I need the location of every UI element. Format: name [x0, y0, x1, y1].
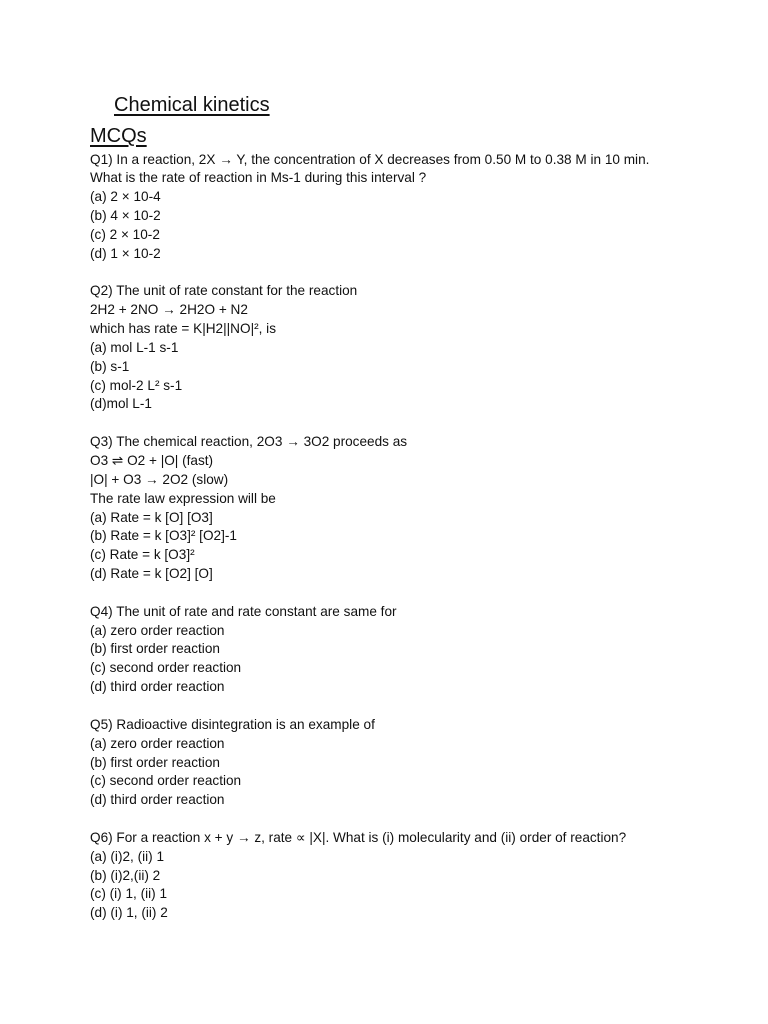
question-1 [90, 151, 750, 264]
question-5-option-a: (a) zero order reaction [90, 735, 225, 751]
question-3-prompt: The rate law expression will be [90, 490, 276, 506]
question-6-option-b: (b) (i)2,(ii) 2 [90, 867, 161, 883]
question-list [90, 151, 750, 942]
question-6-option-a: (a) (i)2, (ii) 1 [90, 848, 165, 864]
question-2-rate-expression: which has rate = K|H2||NO|², is [90, 321, 276, 337]
question-3 [90, 433, 750, 584]
question-3-option-d: (d) Rate = k [O2] [O] [90, 566, 213, 582]
question-3-stem: Q3) The chemical reaction, 2O3 → 3O2 proceeds as [90, 434, 408, 450]
question-3-option-b: (b) Rate = k [O3]² [O2]-1 [90, 528, 237, 544]
question-2-option-c: (c) mol-2 L² s-1 [90, 377, 183, 393]
question-2-stem: Q2) The unit of rate constant for the reaction [90, 283, 358, 299]
question-3-step-fast: O3 ⇌ O2 + |O| (fast) [90, 453, 214, 468]
question-4-stem: Q4) The unit of rate and rate constant are same for [90, 603, 397, 619]
question-6-option-d: (d) (i) 1, (ii) 2 [90, 905, 168, 921]
question-5-option-b: (b) first order reaction [90, 754, 220, 770]
document-title: Chemical kinetics [114, 94, 270, 116]
question-1-option-a: (a) 2 × 10-4 [90, 189, 161, 205]
question-4-option-c: (c) second order reaction [90, 660, 242, 676]
question-1-option-d: (d) 1 × 10-2 [90, 245, 161, 261]
question-4-option-a: (a) zero order reaction [90, 622, 225, 638]
question-2 [90, 282, 750, 414]
question-2-option-b: (b) s-1 [90, 358, 130, 374]
question-2-option-d: (d)mol L-1 [90, 396, 152, 412]
question-5-stem: Q5) Radioactive disintegration is an example of [90, 716, 375, 732]
question-4 [90, 603, 750, 697]
question-1-stem-continued: What is the rate of reaction in Ms-1 during this interval ? [90, 170, 427, 186]
question-1-option-c: (c) 2 × 10-2 [90, 226, 160, 242]
question-6 [90, 829, 750, 923]
question-5-option-d: (d) third order reaction [90, 792, 225, 808]
question-4-option-b: (b) first order reaction [90, 641, 220, 657]
question-2-equation: 2H2 + 2NO → 2H2O + N2 [90, 302, 248, 318]
question-5-option-c: (c) second order reaction [90, 773, 242, 789]
question-6-stem: Q6) For a reaction x + y → z, rate ∝ |X|. What is (i) molecularity and (ii) order of reaction? [90, 829, 627, 845]
question-5 [90, 716, 750, 810]
document-subtitle: MCQs [90, 125, 147, 147]
question-4-option-d: (d) third order reaction [90, 679, 225, 695]
question-1-option-b: (b) 4 × 10-2 [90, 208, 161, 224]
question-3-step-slow: |O| + O3 → 2O2 (slow) [90, 471, 229, 487]
question-1-stem: Q1) In a reaction, 2X → Y, the concentration of X decreases from 0.50 M to 0.38 M in 10 min. [90, 151, 650, 167]
question-3-option-c: (c) Rate = k [O3]² [90, 547, 195, 563]
question-3-option-a: (a) Rate = k [O] [O3] [90, 509, 213, 525]
question-6-option-c: (c) (i) 1, (ii) 1 [90, 886, 168, 902]
question-2-option-a: (a) mol L-1 s-1 [90, 339, 179, 355]
